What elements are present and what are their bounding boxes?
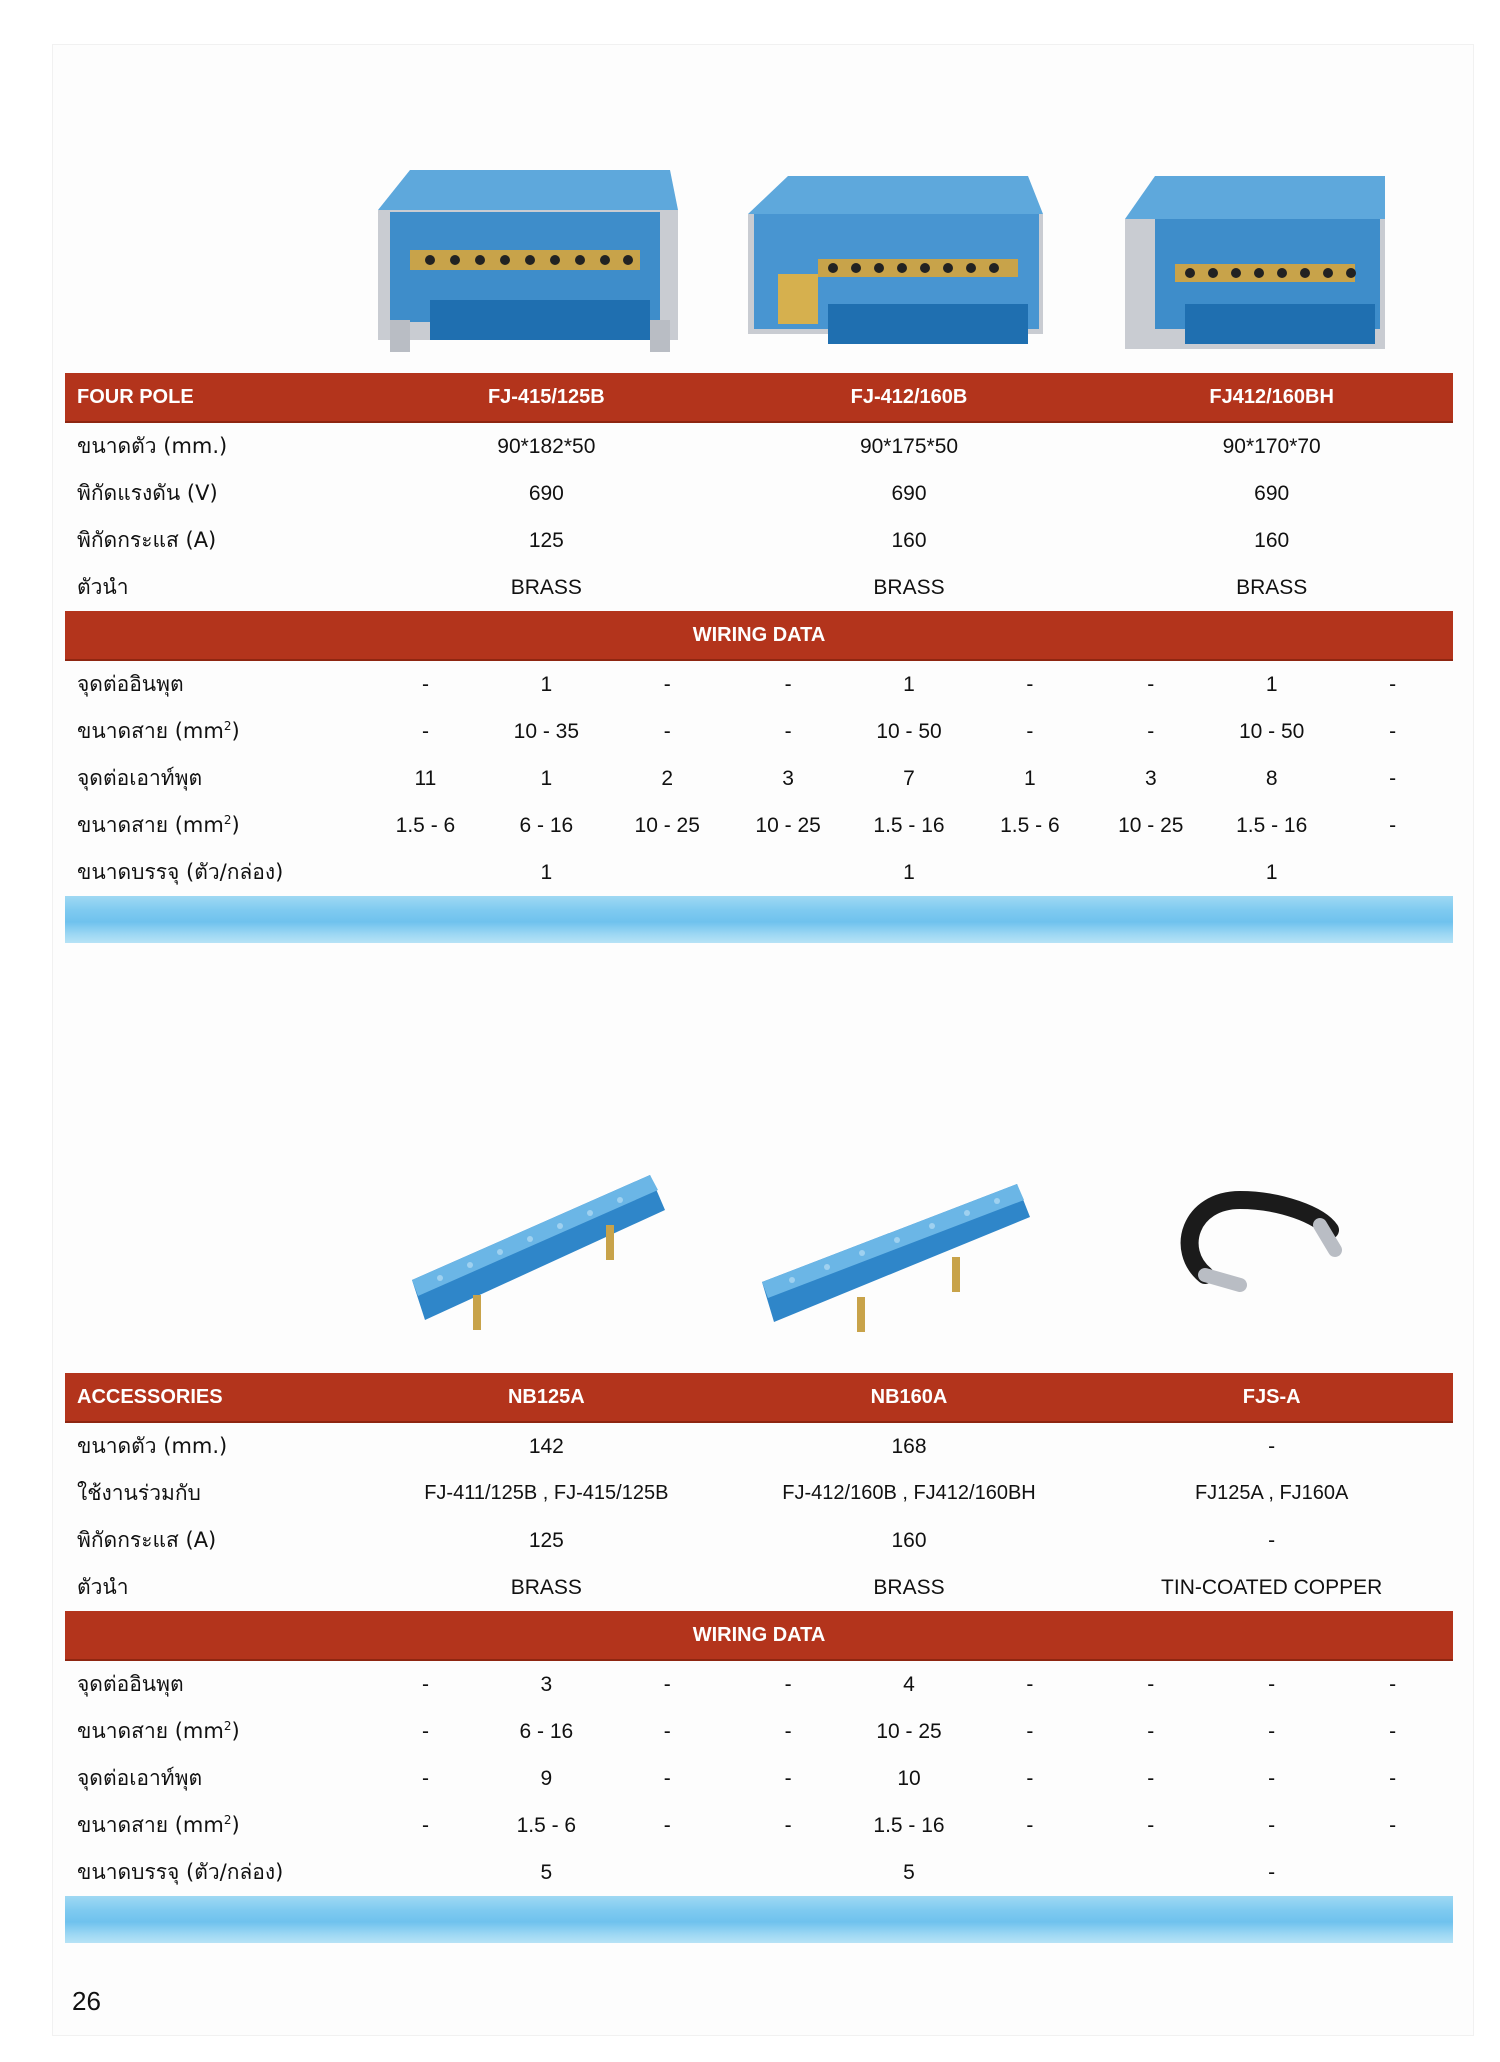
wiring-value: - [1389, 766, 1397, 790]
wiring-value: 1.5 - 6 [395, 813, 456, 837]
wiring-value: 8 [1265, 766, 1278, 790]
wiring-value: 7 [903, 766, 915, 790]
product-photo-fj412 [738, 164, 1058, 364]
wiring-value: - [1389, 672, 1397, 696]
wiring-value: 1 [1024, 766, 1036, 790]
wiring-value: - [1147, 1813, 1155, 1837]
wiring-value: - [784, 1719, 792, 1743]
spec-row [65, 1517, 1453, 1564]
spec-value: 90*182*50 [497, 434, 596, 458]
spec-value: 90*170*70 [1222, 434, 1321, 458]
packing-row [65, 849, 1453, 896]
wiring-value: 10 - 50 [876, 719, 942, 743]
wiring-value: - [663, 672, 671, 696]
wiring-value: 4 [903, 1672, 915, 1696]
wiring-value: 10 - 50 [1238, 719, 1305, 743]
wiring-data-header: WIRING DATA [65, 611, 1453, 661]
wiring-value: 10 - 25 [634, 813, 700, 837]
wiring-value: 9 [540, 1766, 553, 1790]
accessories-header [65, 1373, 1453, 1423]
packing-label: ขนาดบรรจุ (ตัว/กล่อง) [77, 1860, 284, 1884]
wiring-value: - [663, 719, 671, 743]
spec-value: FJ-412/160B , FJ412/160BH [782, 1482, 1036, 1504]
wiring-label: ขนาดสาย $(mm^2)$ [77, 1813, 240, 1837]
spec-value: 168 [891, 1434, 927, 1458]
spec-value: 142 [528, 1434, 564, 1458]
model-name: FJ412/160BH [1209, 385, 1334, 408]
wiring-row [65, 1661, 1453, 1708]
wiring-value: 6 - 16 [519, 813, 574, 837]
wiring-value: 1 [1265, 672, 1278, 696]
spec-value: 125 [528, 528, 564, 552]
packing-value: 1 [540, 860, 553, 884]
wiring-value: - [1389, 1766, 1397, 1790]
wiring-value: 3 [1144, 766, 1157, 790]
wiring-value: 1 [903, 672, 915, 696]
wiring-value: - [1147, 1672, 1155, 1696]
spec-label: พิกัดแรงดัน (V) [77, 481, 218, 505]
wiring-value: - [1026, 1813, 1034, 1837]
wiring-value: - [1389, 1719, 1397, 1743]
spec-label: พิกัดกระแส (A) [77, 528, 217, 552]
wiring-value: - [663, 1766, 671, 1790]
wiring-value: - [784, 1813, 792, 1837]
product-photo-fjs-a [1170, 1190, 1350, 1300]
model-name: FJ-415/125B [487, 385, 605, 408]
wiring-value: 1.5 - 6 [516, 1813, 577, 1837]
wiring-label: จุดต่อเอาท์พุต [77, 766, 203, 790]
spec-value: BRASS [1236, 575, 1308, 599]
spec-value: - [1268, 1528, 1276, 1552]
wiring-value: 2 [661, 766, 674, 790]
wiring-value: - [1026, 672, 1034, 696]
spec-label: ตัวนำ [77, 1575, 129, 1599]
four-pole-table [65, 373, 1453, 943]
spec-value: 160 [891, 528, 927, 552]
product-photo-nb160a [752, 1172, 1042, 1342]
wiring-label: จุดต่อเอาท์พุต [77, 1766, 203, 1790]
packing-value: 1 [1265, 860, 1278, 884]
packing-value: - [1268, 1860, 1276, 1884]
wiring-value: - [421, 1813, 429, 1837]
wiring-value: - [1389, 1813, 1397, 1837]
spec-value: 90*175*50 [859, 434, 959, 458]
wiring-value: - [1147, 1766, 1155, 1790]
model-name: FJS-A [1242, 1385, 1301, 1408]
wiring-row [65, 661, 1453, 708]
wiring-value: - [421, 672, 429, 696]
wiring-value: - [784, 672, 792, 696]
packing-row [65, 1849, 1453, 1896]
wiring-value: - [663, 1719, 671, 1743]
wiring-value: - [1026, 1719, 1034, 1743]
packing-label: ขนาดบรรจุ (ตัว/กล่อง) [77, 860, 284, 884]
four-pole-photos [0, 150, 1500, 370]
spec-value: 690 [1254, 481, 1290, 505]
spec-value: FJ-411/125B , FJ-415/125B [424, 1482, 669, 1504]
spec-label: ตัวนำ [77, 575, 129, 599]
accessories-table [65, 1373, 1453, 1943]
spec-label: ขนาดตัว (mm.) [77, 1434, 228, 1458]
wiring-value: - [421, 1766, 429, 1790]
packing-value: 1 [903, 860, 915, 884]
wiring-row [65, 802, 1453, 849]
wiring-value: - [1389, 813, 1397, 837]
wiring-value: - [1026, 719, 1034, 743]
wiring-row [65, 1755, 1453, 1802]
wiring-value: - [784, 1766, 792, 1790]
accessories-photos [0, 1150, 1500, 1350]
wiring-value: 10 - 25 [755, 813, 821, 837]
spec-row [65, 470, 1453, 517]
wiring-row [65, 755, 1453, 802]
wiring-value: 10 [897, 1766, 921, 1790]
product-photo-nb125a [400, 1160, 680, 1340]
wiring-label: จุดต่ออินพุต [77, 672, 184, 696]
wiring-value: - [421, 719, 429, 743]
model-name: NB160A [870, 1385, 948, 1408]
wiring-value: - [663, 1672, 671, 1696]
wiring-value: - [1389, 719, 1397, 743]
wiring-label: ขนาดสาย $(mm^2)$ [77, 813, 240, 837]
wiring-value: - [1268, 1813, 1276, 1837]
spec-value: FJ125A , FJ160A [1194, 1482, 1349, 1504]
spec-label: พิกัดกระแส (A) [77, 1528, 217, 1552]
spec-row [65, 1423, 1453, 1470]
packing-value: 5 [540, 1860, 553, 1884]
spec-value: BRASS [510, 575, 582, 599]
wiring-value: - [784, 719, 792, 743]
wiring-value: - [1147, 719, 1155, 743]
wiring-value: 10 - 25 [1118, 813, 1184, 837]
packing-value: 5 [903, 1860, 915, 1884]
blue-stripe [65, 896, 1453, 943]
wiring-value: 1.5 - 16 [873, 813, 945, 837]
wiring-value: - [1268, 1672, 1276, 1696]
wiring-value: - [663, 1813, 671, 1837]
spec-value: 690 [528, 481, 564, 505]
wiring-value: - [421, 1672, 429, 1696]
section-title: ACCESSORIES [77, 1385, 223, 1408]
wiring-value: 1.5 - 6 [1000, 813, 1060, 837]
wiring-value: - [1026, 1672, 1034, 1696]
spec-value: 160 [1254, 528, 1290, 552]
product-photo-fj412bh [1115, 164, 1405, 364]
model-name: FJ-412/160B [850, 385, 968, 408]
wiring-row [65, 708, 1453, 755]
wiring-value: - [1389, 1672, 1397, 1696]
wiring-value: 1.5 - 16 [873, 1813, 945, 1837]
wiring-data-header: WIRING DATA [65, 1611, 1453, 1661]
spec-value: BRASS [510, 1575, 582, 1599]
wiring-value: - [1147, 1719, 1155, 1743]
blue-stripe [65, 1896, 1453, 1943]
wiring-value: 3 [540, 1672, 553, 1696]
wiring-value: 3 [782, 766, 794, 790]
section-title: FOUR POLE [77, 385, 194, 408]
wiring-value: 10 - 25 [876, 1719, 942, 1743]
spec-value: 160 [891, 1528, 927, 1552]
wiring-value: - [784, 1672, 792, 1696]
wiring-value: - [1268, 1766, 1276, 1790]
page-number: 26 [72, 1986, 101, 2016]
spec-value: - [1268, 1434, 1276, 1458]
spec-row [65, 1564, 1453, 1611]
wiring-value: - [1147, 672, 1155, 696]
wiring-value: - [1268, 1719, 1276, 1743]
spec-value: BRASS [873, 1575, 945, 1599]
wiring-value: - [1026, 1766, 1034, 1790]
wiring-value: 10 - 35 [513, 719, 580, 743]
wiring-value: 1 [540, 672, 553, 696]
wiring-value: - [421, 1719, 429, 1743]
four-pole-header [65, 373, 1453, 423]
spec-value: TIN-COATED COPPER [1161, 1575, 1383, 1599]
wiring-value: 6 - 16 [519, 1719, 574, 1743]
spec-row [65, 564, 1453, 611]
product-photo-fj415 [370, 160, 690, 360]
wiring-row [65, 1708, 1453, 1755]
wiring-label: จุดต่ออินพุต [77, 1672, 184, 1696]
spec-value: BRASS [873, 575, 945, 599]
spec-value: 125 [528, 1528, 564, 1552]
spec-label: ขนาดตัว (mm.) [77, 434, 228, 458]
spec-row [65, 517, 1453, 564]
wiring-value: 1 [540, 766, 553, 790]
wiring-value: 11 [414, 766, 437, 790]
spec-row [65, 1470, 1453, 1517]
wiring-label: ขนาดสาย $(mm^2)$ [77, 719, 240, 743]
wiring-value: 1.5 - 16 [1236, 813, 1308, 837]
wiring-label: ขนาดสาย $(mm^2)$ [77, 1719, 240, 1743]
wiring-row [65, 1802, 1453, 1849]
spec-row [65, 423, 1453, 470]
spec-label: ใช้งานร่วมกับ [77, 1481, 201, 1505]
model-name: NB125A [507, 1385, 585, 1408]
spec-value: 690 [891, 481, 927, 505]
